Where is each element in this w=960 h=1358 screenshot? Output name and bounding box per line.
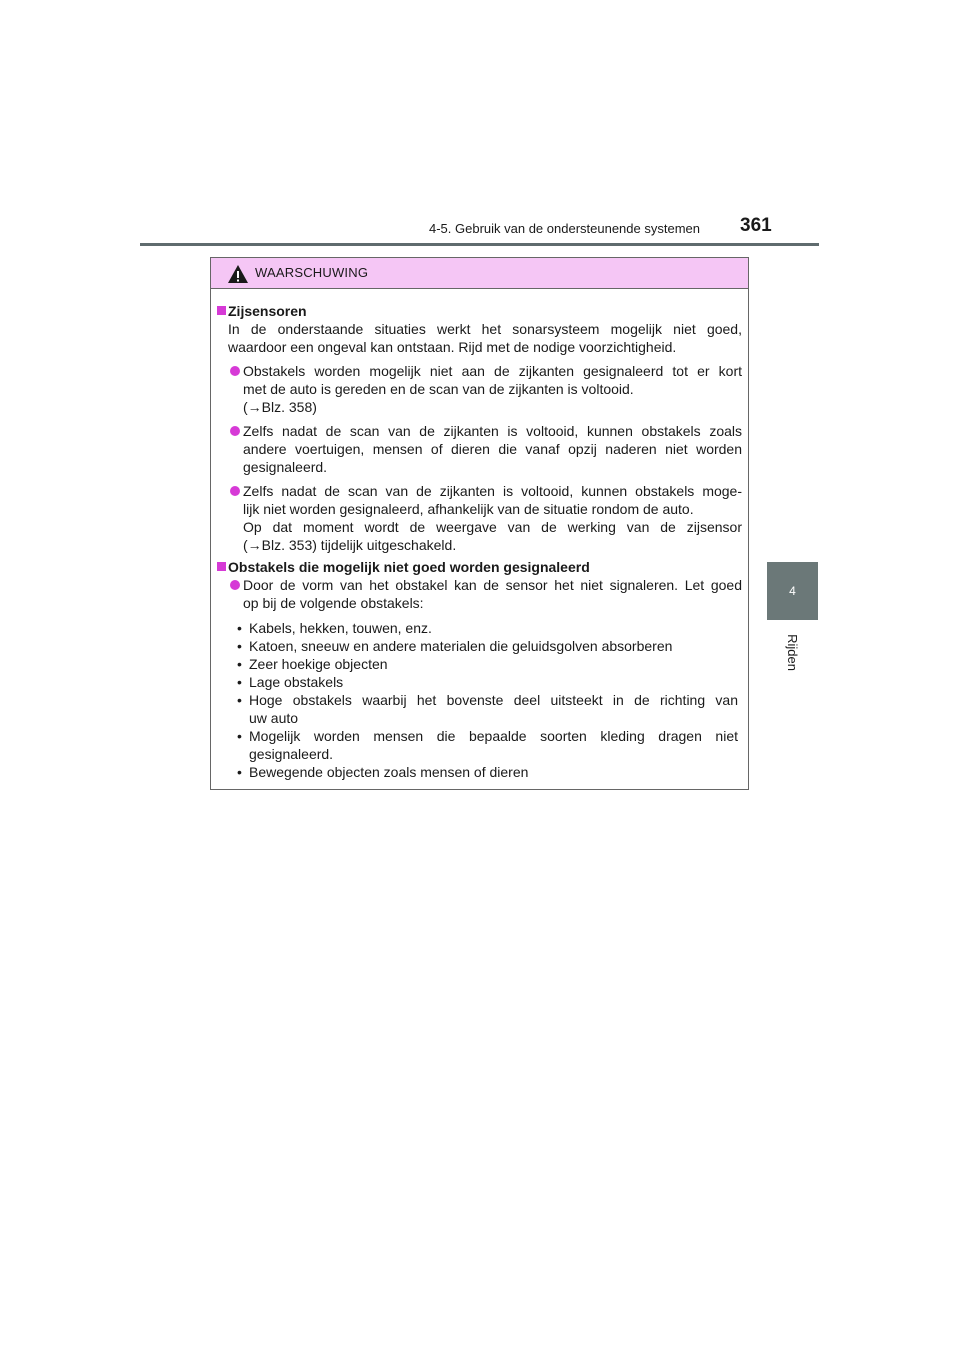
sub-list-item	[217, 655, 742, 673]
warning-body	[211, 289, 748, 781]
section-heading	[217, 558, 742, 576]
text-line: uw auto	[249, 710, 299, 726]
list-item	[217, 362, 742, 416]
sub-list-item	[217, 691, 742, 727]
text-line: Mogelijk worden mensen die bepaalde soorten kleding dragen niet	[249, 728, 738, 744]
warning-title: WAARSCHUWING	[255, 265, 369, 280]
sub-list-item	[217, 673, 742, 691]
sub-bullet: •	[237, 674, 242, 690]
round-bullet-icon	[230, 366, 240, 376]
text-line: (→Blz. 353) tijdelijk uitgeschakeld.	[243, 537, 457, 553]
text-line: Katoen, sneeuw en andere materialen die geluidsgolven absorberen	[249, 638, 673, 654]
round-bullet-icon	[230, 486, 240, 496]
list-item	[217, 576, 742, 612]
text-line: Zeer hoekige objecten	[249, 656, 388, 672]
sub-list-item	[217, 619, 742, 637]
sub-bullet: •	[237, 728, 242, 744]
chapter-number: 4	[789, 584, 796, 598]
round-bullet-icon	[230, 426, 240, 436]
sub-list-item	[217, 763, 742, 781]
sub-list-item	[217, 727, 742, 763]
header-rule	[140, 243, 819, 246]
sub-bullet: •	[237, 656, 242, 672]
sub-bullet: •	[237, 692, 242, 708]
chapter-label-container	[767, 622, 818, 682]
text-line: gesignaleerd.	[243, 459, 328, 475]
sub-bullet: •	[237, 764, 242, 780]
sub-list-item	[217, 637, 742, 655]
text-line: Hoge obstakels waarbij het bovenste deel uitsteekt in de richting van	[249, 692, 738, 708]
section-title: 4-5. Gebruik van de ondersteunende systemen	[428, 221, 700, 236]
text-line: Lage obstakels	[249, 674, 344, 690]
text-line: op bij de volgende obstakels:	[243, 595, 424, 611]
text-line: In de onderstaande situaties werkt het sonarsysteem mogelijk niet goed,	[228, 321, 742, 337]
warning-box	[210, 257, 749, 790]
text-line: Door de vorm van het obstakel kan de sensor het niet signaleren. Let goed	[243, 577, 742, 593]
text-line: Obstakels worden mogelijk niet aan de zijkanten gesignaleerd tot er kort	[243, 363, 742, 379]
section-heading-text: Obstakels die mogelijk niet goed worden gesignaleerd	[228, 559, 590, 575]
text-line: Kabels, hekken, touwen, enz.	[249, 620, 432, 636]
square-bullet-icon	[217, 562, 226, 571]
list-item	[217, 422, 742, 476]
section-heading-text: Zijsensoren	[228, 303, 307, 319]
sub-bullet: •	[237, 638, 242, 654]
section-heading	[217, 302, 742, 320]
text-line: Zelfs nadat de scan van de zijkanten is voltooid, kunnen obstakels zoals	[243, 423, 742, 439]
text-line: waardoor een ongeval kan ontstaan. Rijd met de nodige voorzichtigheid.	[228, 339, 677, 355]
text-line: andere voertuigen, mensen of dieren die vanaf opzij naderen niet worden	[243, 441, 742, 457]
text-line: Bewegende objecten zoals mensen of dieren	[249, 764, 529, 780]
text-line: met de auto is gereden en de scan van de zijkanten is voltooid.	[243, 381, 634, 397]
chapter-label: Rijden	[784, 633, 800, 671]
sub-bullet: •	[237, 620, 242, 636]
text-line: Op dat moment wordt de weergave van de werking van de zijsensor	[243, 519, 742, 535]
round-bullet-icon	[230, 580, 240, 590]
text-line: lijk niet worden gesignaleerd, afhankelijk van de situatie rondom de auto.	[243, 501, 694, 517]
square-bullet-icon	[217, 306, 226, 315]
list-item	[217, 482, 742, 554]
page-number: 361	[740, 215, 772, 236]
chapter-tab	[767, 562, 818, 620]
text-line: Zelfs nadat de scan van de zijkanten is voltooid, kunnen obstakels moge-	[243, 483, 742, 499]
warning-header	[211, 258, 748, 289]
text-line: (→Blz. 358)	[243, 399, 317, 415]
text-line: gesignaleerd.	[249, 746, 334, 762]
intro-paragraph	[217, 320, 742, 356]
warning-triangle-icon	[227, 264, 249, 284]
